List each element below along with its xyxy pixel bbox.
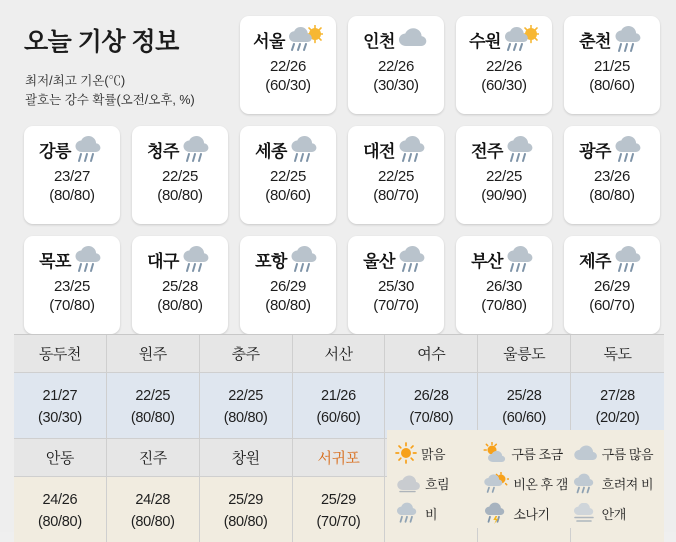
- rain-icon: [395, 502, 421, 524]
- city-precip: (80/60): [589, 77, 635, 94]
- city-name: 세종: [255, 141, 287, 161]
- table-cell-name: [571, 335, 664, 372]
- city-temps: 23/27: [53, 168, 91, 185]
- city-temps: 25/28: [161, 278, 199, 295]
- cloud-icon: [397, 27, 429, 51]
- city-name: 목포: [39, 251, 71, 271]
- rain-icon: [397, 245, 429, 273]
- city-card[interactable]: [240, 236, 336, 334]
- region-precip: (70/70): [316, 513, 361, 530]
- legend-item-overcast: [395, 473, 483, 493]
- table-cell-values: [14, 477, 107, 542]
- legend-label: 비온 후 갬: [513, 476, 568, 492]
- city-temps: 22/26: [269, 58, 307, 75]
- rain-icon: [397, 135, 429, 163]
- city-card[interactable]: [132, 236, 228, 334]
- city-precip: (80/80): [157, 187, 203, 204]
- city-name: 청주: [147, 141, 179, 161]
- city-precip: (70/80): [49, 297, 95, 314]
- header: [22, 16, 232, 111]
- legend-label: 구름 많음: [601, 446, 654, 462]
- region-precip: (80/80): [223, 409, 268, 426]
- city-temps: 26/29: [269, 278, 307, 295]
- region-name: 동두천: [38, 346, 81, 363]
- city-header: [456, 244, 552, 274]
- city-temps: 26/30: [485, 278, 523, 295]
- region-temps: 22/25: [135, 388, 171, 404]
- region-temps: 24/26: [42, 492, 78, 509]
- city-header: [132, 244, 228, 274]
- city-header: [348, 244, 444, 274]
- region-name: 안동: [45, 450, 74, 468]
- city-temps: 22/26: [377, 58, 415, 75]
- shower-icon: [483, 502, 509, 524]
- rain-then-sun-icon: [483, 472, 509, 494]
- city-temps: 22/25: [269, 168, 307, 185]
- table-cell-values: [293, 477, 386, 542]
- city-header: [348, 24, 444, 54]
- region-name: 진주: [138, 450, 167, 468]
- city-temps: 23/25: [53, 278, 91, 295]
- city-header: [564, 244, 660, 274]
- city-name: 대전: [363, 141, 395, 161]
- rain-icon: [505, 245, 537, 273]
- city-header: [348, 134, 444, 164]
- city-precip: (30/30): [373, 77, 419, 94]
- city-card[interactable]: [348, 16, 444, 114]
- region-name: 원주: [138, 346, 167, 363]
- city-header: [564, 24, 660, 54]
- region-name: 여수: [417, 346, 446, 363]
- rain-icon: [505, 135, 537, 163]
- city-temps: 22/26: [485, 58, 523, 75]
- region-temps: 26/28: [413, 388, 449, 404]
- table-cell-name: [385, 335, 478, 372]
- region-temps: 25/29: [321, 492, 356, 509]
- city-precip: (60/30): [265, 77, 311, 94]
- rain-icon: [289, 245, 321, 273]
- region-name: 독도: [603, 346, 632, 363]
- region-precip: (80/80): [130, 513, 175, 530]
- city-name: 부산: [471, 251, 503, 271]
- table-cell-values: [571, 373, 664, 438]
- city-header: [240, 24, 336, 54]
- region-name: 서산: [324, 346, 353, 363]
- city-card[interactable]: [348, 126, 444, 224]
- city-card[interactable]: [456, 236, 552, 334]
- rain-icon: [181, 135, 213, 163]
- table-cell-name: [478, 335, 571, 372]
- table-cell-values: [107, 373, 200, 438]
- legend-item-cloudy-to-rain: [572, 472, 660, 494]
- city-precip: (80/80): [589, 187, 635, 204]
- rain-sun-icon: [287, 25, 323, 53]
- city-precip: (60/70): [589, 297, 635, 314]
- city-header: [240, 244, 336, 274]
- city-temps: 22/25: [485, 168, 523, 185]
- table-cell-values: [200, 373, 293, 438]
- rain-sun-icon: [503, 25, 539, 53]
- rain-icon: [613, 25, 645, 53]
- table-cell-name: [14, 335, 107, 372]
- overcast-icon: [395, 473, 421, 493]
- region-name: 울릉도: [503, 346, 546, 363]
- city-precip: (80/80): [265, 297, 311, 314]
- legend-label: 흐려져 비: [601, 476, 654, 492]
- city-card[interactable]: [456, 126, 552, 224]
- legend-note-precipitation: 괄호는 강수 확률(오전/오후, %): [25, 93, 195, 108]
- table-row-header-1: [14, 335, 664, 373]
- table-cell-name: [107, 439, 200, 476]
- region-temps: 27/28: [600, 388, 635, 404]
- region-temps: 21/26: [321, 388, 356, 404]
- city-card[interactable]: [564, 16, 660, 114]
- table-cell-name: [107, 335, 200, 372]
- rain-icon: [73, 135, 105, 163]
- table-cell-name: [293, 439, 386, 476]
- legend-item-partly-cloudy: [483, 442, 571, 464]
- legend-label: 구름 조금: [511, 446, 563, 462]
- legend-row: [395, 438, 660, 468]
- city-name: 수원: [469, 31, 501, 51]
- legend-row: [395, 468, 660, 498]
- city-card[interactable]: [24, 126, 120, 224]
- legend-label: 비: [425, 506, 438, 522]
- city-header: [456, 24, 552, 54]
- rain-icon: [181, 245, 213, 273]
- region-name: 창원: [231, 450, 260, 468]
- city-precip: (80/80): [49, 187, 95, 204]
- city-precip: (80/80): [157, 297, 203, 314]
- region-precip: (80/80): [223, 513, 268, 530]
- weather-icon-legend: [387, 430, 664, 528]
- city-precip: (90/90): [481, 187, 527, 204]
- table-cell-values: [14, 373, 107, 438]
- city-precip: (80/70): [373, 187, 419, 204]
- city-temps: 26/29: [593, 278, 631, 295]
- city-temps: 21/25: [593, 58, 631, 75]
- region-precip: (80/80): [38, 513, 82, 530]
- legend-row: [395, 498, 660, 528]
- city-header: [24, 134, 120, 164]
- city-name: 광주: [579, 141, 611, 161]
- city-card[interactable]: [132, 126, 228, 224]
- table-cell-values: [293, 373, 386, 438]
- city-name: 대구: [147, 251, 179, 271]
- city-card[interactable]: [564, 236, 660, 334]
- region-precip: (70/80): [409, 409, 454, 426]
- city-name: 전주: [471, 141, 503, 161]
- rain-icon: [613, 245, 645, 273]
- cloudy-to-rain-icon: [572, 472, 598, 494]
- city-temps: 23/26: [593, 168, 631, 185]
- city-precip: (70/80): [481, 297, 527, 314]
- table-cell-name: [293, 335, 386, 372]
- city-name: 인천: [363, 31, 395, 51]
- region-precip: (20/20): [595, 409, 640, 426]
- region-name: 충주: [231, 346, 260, 363]
- city-card[interactable]: [240, 126, 336, 224]
- city-name: 포항: [255, 251, 287, 271]
- rain-icon: [73, 245, 105, 273]
- city-card[interactable]: [564, 126, 660, 224]
- legend-label: 안개: [601, 506, 626, 522]
- table-cell-name: [14, 439, 107, 476]
- city-header: [132, 134, 228, 164]
- region-temps: 24/28: [135, 492, 171, 509]
- legend-item-rain-then-sun: [483, 472, 571, 494]
- city-precip: (70/70): [373, 297, 419, 314]
- page-title: 오늘 기상 정보: [24, 28, 179, 56]
- legend-note-temperature: 최저/최고 기온(℃): [25, 74, 126, 88]
- region-precip: (30/30): [38, 409, 82, 426]
- sun-cloud-icon: [483, 442, 507, 464]
- city-temps: 22/25: [377, 168, 415, 185]
- legend-item-sunny: [395, 442, 483, 464]
- city-card[interactable]: [240, 16, 336, 114]
- legend-item-mostly-cloudy: [572, 443, 660, 463]
- city-name: 울산: [363, 251, 395, 271]
- region-precip: (60/60): [316, 409, 361, 426]
- city-header: [456, 134, 552, 164]
- city-card[interactable]: [24, 236, 120, 334]
- fog-icon: [572, 503, 598, 523]
- region-temps: 25/29: [228, 492, 263, 509]
- city-name: 춘천: [579, 31, 611, 51]
- city-name: 서울: [253, 31, 285, 51]
- city-header: [240, 134, 336, 164]
- region-precip: (80/80): [130, 409, 175, 426]
- city-name: 제주: [579, 251, 611, 271]
- legend-label: 맑음: [421, 446, 446, 462]
- city-header: [24, 244, 120, 274]
- city-temps: 22/25: [161, 168, 199, 185]
- rain-icon: [613, 135, 645, 163]
- region-name: 서귀포: [317, 450, 360, 468]
- table-cell-values: [385, 373, 478, 438]
- region-precip: (60/60): [502, 409, 547, 426]
- city-precip: (60/30): [481, 77, 527, 94]
- table-cell-values: [478, 373, 571, 438]
- legend-item-rain: [395, 502, 483, 524]
- table-cell-name: [200, 439, 293, 476]
- city-name: 강릉: [39, 141, 71, 161]
- legend-item-shower: [483, 502, 571, 524]
- table-cell-values: [107, 477, 200, 542]
- city-header: [564, 134, 660, 164]
- legend-item-fog: [572, 503, 660, 523]
- region-temps: 25/28: [506, 388, 542, 404]
- city-precip: (80/60): [265, 187, 311, 204]
- city-card[interactable]: [456, 16, 552, 114]
- region-temps: 21/27: [42, 388, 78, 404]
- table-cell-name: [200, 335, 293, 372]
- legend-label: 소나기: [513, 506, 550, 522]
- cloud-icon: [572, 443, 598, 463]
- region-temps: 22/25: [228, 388, 263, 404]
- city-card[interactable]: [348, 236, 444, 334]
- sun-icon: [395, 442, 417, 464]
- table-cell-values: [200, 477, 293, 542]
- city-temps: 25/30: [377, 278, 415, 295]
- rain-icon: [289, 135, 321, 163]
- legend-label: 흐림: [425, 476, 450, 492]
